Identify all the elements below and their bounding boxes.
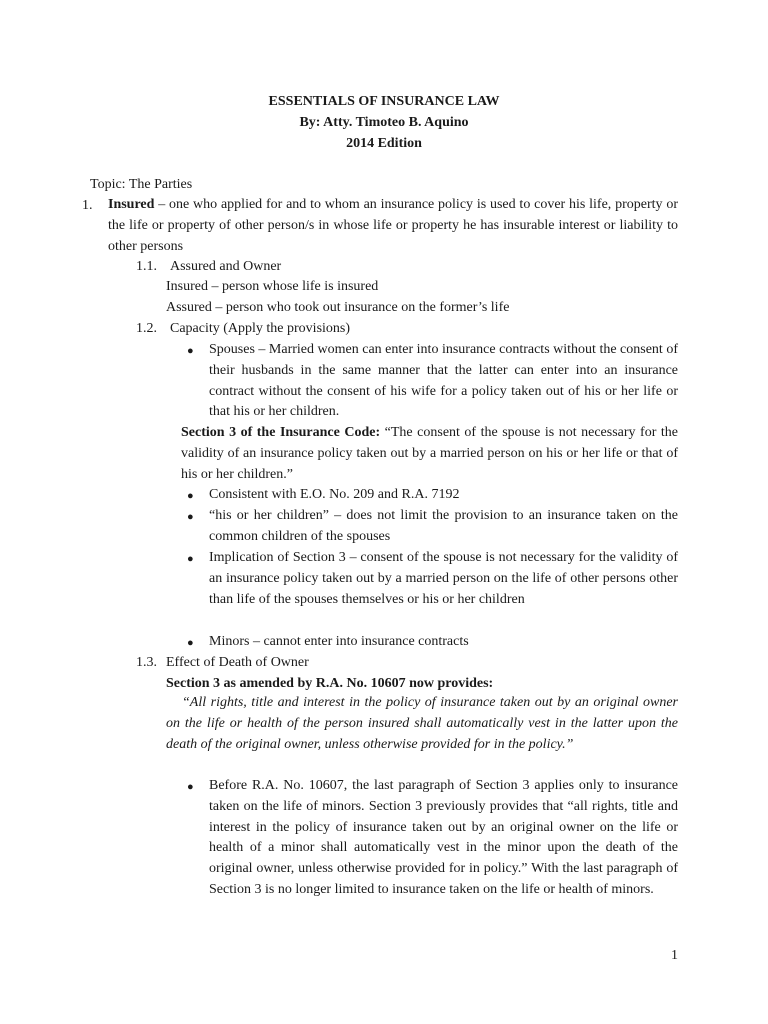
section-3-label: Section 3 of the Insurance Code: [181, 425, 381, 440]
page-number: 1 [671, 948, 678, 963]
bullet-children: “his or her children” – does not limit the provision to an insurance taken on the common children of the spouses [209, 508, 678, 544]
section-3-text: “The consent of the spouse is not necessary for the validity of an insurance policy taken out by a married person on his or her life or that of his or her children.” [181, 425, 678, 482]
document-title: ESSENTIALS OF INSURANCE LAW [268, 94, 500, 109]
bullet-icon: ● [187, 637, 194, 649]
bullet-consistent: Consistent with E.O. No. 209 and R.A. 7192 [209, 487, 460, 502]
section-1-1-heading: Assured and Owner [170, 259, 282, 274]
bullet-minors: Minors – cannot enter into insurance contracts [209, 634, 469, 649]
item-1-number: 1. [82, 198, 93, 213]
section-1-1-line-2: Assured – person who took out insurance on the former’s life [166, 300, 510, 315]
item-1-definition: – one who applied for and to whom an insurance policy is used to cover his life, property or the life or property of other person/s in whose life or property he has insurable interest or liability to other persons [108, 197, 678, 254]
bullet-icon: ● [187, 511, 194, 523]
bullet-icon: ● [187, 345, 194, 357]
bullet-implication: Implication of Section 3 – consent of the spouse is not necessary for the validity of an insurance policy taken out by a married person on the life of other persons other than life of the spouses themselves or his or her children [209, 550, 678, 607]
bullet-icon: ● [187, 781, 194, 793]
section-1-3-number: 1.3. [136, 655, 157, 670]
document-edition: 2014 Edition [346, 136, 422, 151]
section-1-1-number: 1.1. [136, 259, 157, 274]
topic-line: Topic: The Parties [90, 177, 193, 192]
item-1-paragraph [108, 195, 678, 257]
section-1-1-line-1: Insured – person whose life is insured [166, 279, 379, 294]
section-3-quote: “All rights, title and interest in the policy of insurance taken out by an original owner on the life or health of the person insured shall automatically vest in the latter upon the death of the original owner, unless otherwise provided for in the policy.” [166, 695, 678, 752]
section-1-2-number: 1.2. [136, 321, 157, 336]
bullet-before-ra-10607: Before R.A. No. 10607, the last paragraph of Section 3 applies only to insurance taken on the life of minors. Section 3 previously provides that “all rights, title and interest in the policy of insurance taken out by an original owner on the life or health of a minor shall automatically vest in the minor upon the death of the original owner, unless otherwise provided for in policy.” With the last paragraph of Section 3 is no longer limited to insurance taken on the life or health of minors. [209, 778, 678, 897]
bullet-icon: ● [187, 553, 194, 565]
section-1-2-heading: Capacity (Apply the provisions) [170, 321, 351, 336]
bullet-icon: ● [187, 490, 194, 502]
section-1-3-heading: Effect of Death of Owner [166, 655, 309, 670]
section-3-paragraph [181, 423, 678, 485]
document-author: By: Atty. Timoteo B. Aquino [299, 115, 469, 130]
bullet-spouses: Spouses – Married women can enter into insurance contracts without the consent of their husbands in the same manner that the latter can enter into an insurance contract without the consent of his wife for a policy taken out of his or her life or that his or her children. [209, 342, 678, 420]
item-1-term: Insured [108, 197, 155, 212]
section-3-amended-heading: Section 3 as amended by R.A. No. 10607 now provides: [166, 676, 494, 691]
